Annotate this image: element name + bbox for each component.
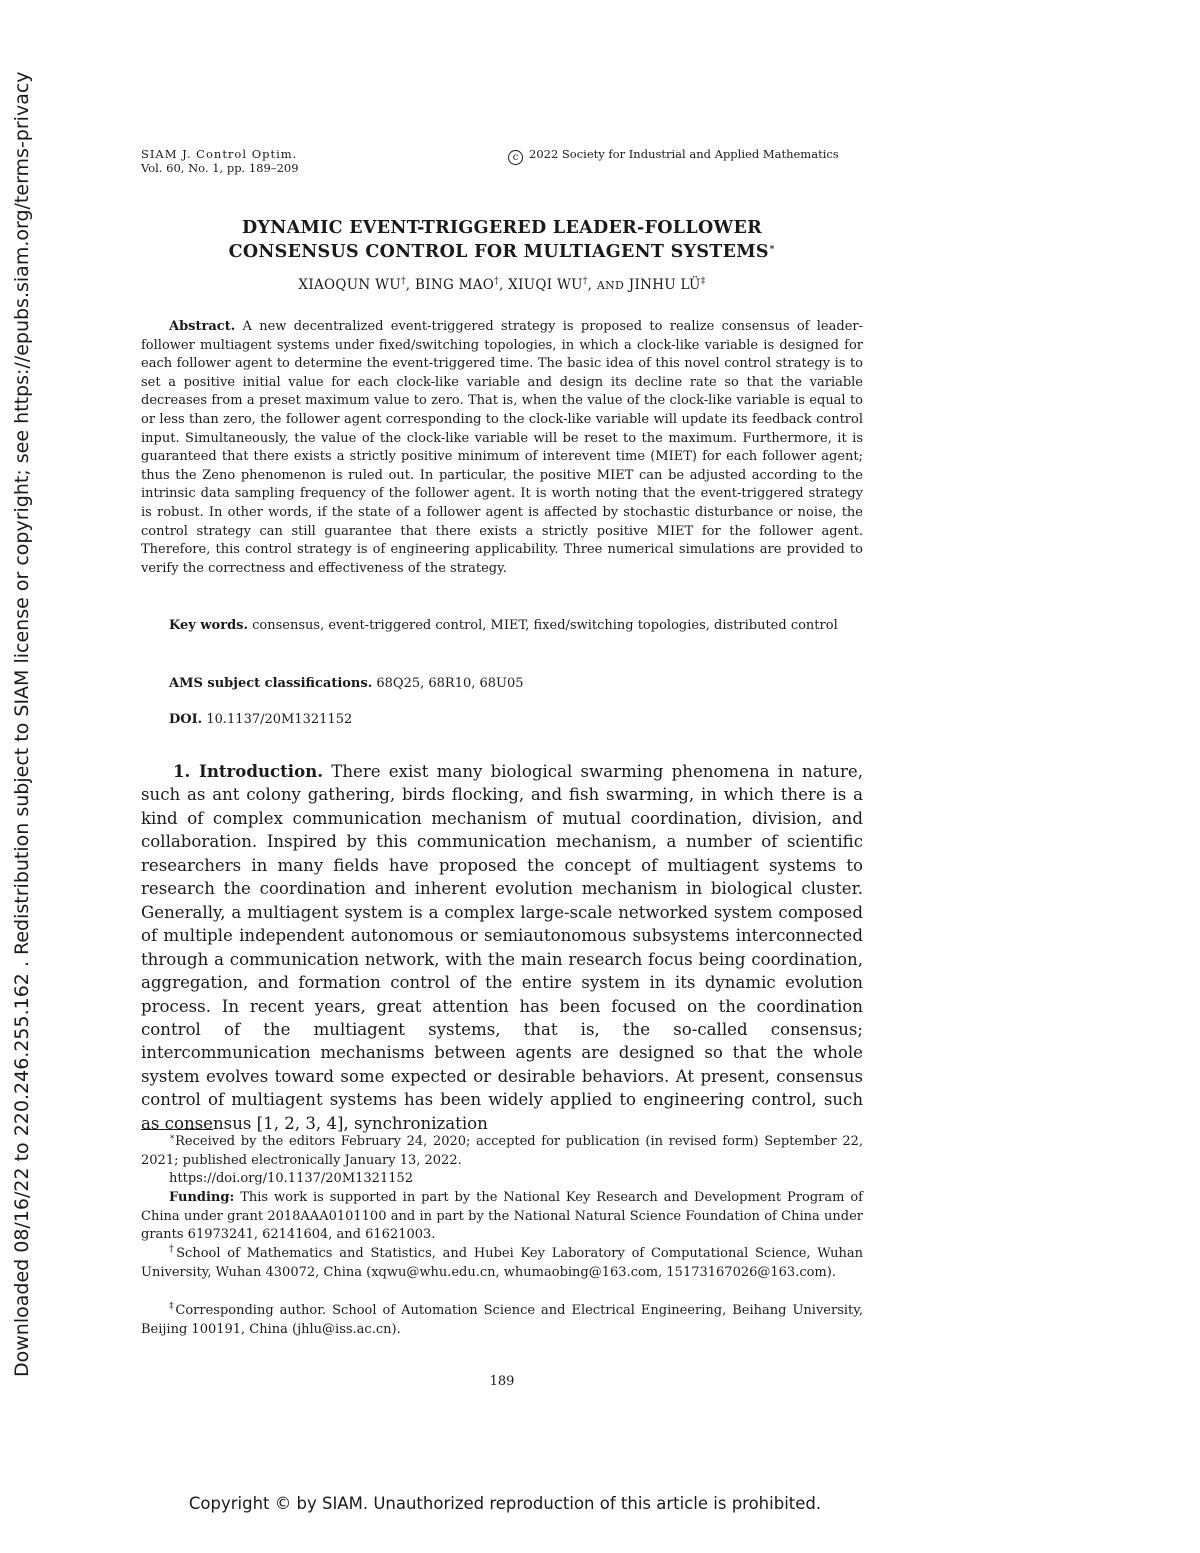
ams-text: 68Q25, 68R10, 68U05 bbox=[376, 676, 524, 691]
copyright-footer: Copyright © by SIAM. Unauthorized reproduction of this article is prohibited. bbox=[188, 1494, 822, 1513]
page-number: 189 bbox=[489, 1374, 515, 1389]
author-2: BING MAO bbox=[414, 277, 495, 293]
abstract bbox=[141, 318, 863, 578]
footnote-received: ∗Received by the editors February 24, 2020; accepted for publication (in revised form) September 22, 2021; published electronically January 13, 2022. bbox=[141, 1132, 863, 1168]
abstract-label: Abstract. bbox=[169, 319, 236, 334]
author-4-marker: ‡ bbox=[700, 276, 706, 287]
author-1-marker: † bbox=[400, 276, 406, 287]
ams-classifications bbox=[141, 675, 863, 694]
footnote-dagger-marker: † bbox=[169, 1244, 177, 1255]
journal-header bbox=[141, 147, 299, 175]
footnote-doi-url[interactable]: https://doi.org/10.1137/20M1321152 bbox=[169, 1171, 414, 1186]
journal-name: SIAM J. Control Optim. bbox=[141, 147, 298, 161]
doi bbox=[141, 711, 863, 730]
footnote-received-marker: ∗ bbox=[169, 1132, 176, 1143]
doi-label: DOI. bbox=[169, 712, 203, 727]
keywords-label: Key words. bbox=[169, 618, 249, 633]
keywords-text: consensus, event-triggered control, MIET, fixed/switching topologies, distributed control bbox=[252, 618, 838, 633]
ams-label: AMS subject classifications. bbox=[169, 676, 373, 691]
author-4: JINHU LÜ bbox=[624, 277, 701, 293]
footnote-affiliation-2: ‡Corresponding author. School of Automation Science and Electrical Engineering, Beihang University, Beijing 100191, China (jhlu@iss.ac.cn). bbox=[141, 1301, 864, 1337]
author-3: XIUQI WU bbox=[508, 277, 583, 293]
footnote-funding: Funding: This work is supported in part by the National Key Research and Development Program of China under grant 2018AAA0101100 and in part by the National Natural Science Foundation of China under grants 61973241, 62141604, and 61621003. bbox=[141, 1190, 863, 1243]
abstract-text: A new decentralized event-triggered strategy is proposed to realize consensus of leader-follower multiagent systems under fixed/switching topologies, in which a clock-like variable is designed for each follower agent to determine the event-triggered time. The basic idea of this novel control strategy is to set a positive initial value for each clock-like variable and design its decline rate so that the variable decreases from a preset maximum value to zero. That is, when the value of the clock-like variable is equal to or less than zero, the follower agent corresponding to the clock-like variable will update its feedback control input. Simultaneously, the value of the clock-like variable will be reset to the maximum. Furthermore, it is guaranteed that there exists a strictly positive minimum of interevent time (MIET) for each follower agent; thus the Zeno phenomenon is ruled out. In particular, the positive MIET can be adjusted according to the intrinsic data sampling frequency of the follower agent. It is worth noting that the event-triggered strategy is robust. In other words, if the state of a follower agent is affected by stochastic disturbance or noise, the control strategy can still guarantee that there exists a strictly positive MIET for the follower agent. Therefore, this control strategy is of engineering applicability. Three numerical simulations are provided to verify the correctness and effectiveness of the strategy. bbox=[141, 319, 863, 576]
funding-label: Funding: bbox=[169, 1190, 235, 1205]
paper-title bbox=[141, 216, 863, 264]
footnote-ddagger-marker: ‡ bbox=[169, 1301, 176, 1312]
title-line-2: CONSENSUS CONTROL FOR MULTIAGENT SYSTEMS bbox=[228, 242, 769, 262]
introduction-text: There exist many biological swarming phenomena in nature, such as ant colony gathering, birds flocking, and fish swarming, in which there is a kind of complex communication mechanism of mutual coordination, division, and collaboration. Inspired by this communication mechanism, a number of scientific researchers in many fields have proposed the concept of multiagent systems to research the coordination and inherent evolution mechanism in biological cluster. Generally, a multiagent system is a complex large-scale networked system composed of multiple independent autonomous or semiautonomous subsystems interconnected through a communication network, with the main research focus being coordination, aggregation, and formation control of the entire system in its dynamic evolution process. In recent years, great attention has been focused on the coordination control of the multiagent systems, that is, the so-called consensus; intercommunication mechanisms between agents are designed so that the whole system evolves toward some expected or desirable behaviors. At present, consensus control of multiagent systems has been widely applied to engineering control, such as consensus [1, 2, 3, 4], synchronization bbox=[141, 762, 863, 1133]
author-1: XIAOQUN WU bbox=[298, 277, 401, 293]
author-3-marker: † bbox=[582, 276, 588, 287]
doi-text: 10.1137/20M1321152 bbox=[206, 712, 353, 727]
title-footnote-marker: ∗ bbox=[768, 243, 776, 254]
journal-volume: Vol. 60, No. 1, pp. 189–209 bbox=[141, 161, 299, 175]
footnote-affiliation-1: †School of Mathematics and Statistics, and Hubei Key Laboratory of Computational Science, Wuhan University, Wuhan 430072, China (xqwu@whu.edu.cn, whumaobing@163.com, 15173167026@163.com). bbox=[141, 1244, 864, 1280]
author-and: AND bbox=[596, 279, 625, 292]
keywords bbox=[141, 617, 863, 636]
copyright-text: 2022 Society for Industrial and Applied Mathematics bbox=[529, 147, 839, 161]
section-heading: 1. Introduction. bbox=[173, 761, 324, 781]
copyright-icon: c bbox=[508, 150, 523, 165]
author-2-marker: † bbox=[494, 276, 499, 287]
copyright-header bbox=[508, 147, 839, 165]
footnote-rule bbox=[141, 1129, 213, 1130]
introduction-paragraph bbox=[141, 760, 863, 1135]
title-line-1: DYNAMIC EVENT-TRIGGERED LEADER-FOLLOWER bbox=[242, 218, 762, 238]
author-list: XIAOQUN WU†, BING MAO†, XIUQI WU†, AND JINHU LÜ‡ bbox=[298, 276, 706, 293]
download-notice: Downloaded 08/16/22 to 220.246.255.162 . Redistribution subject to SIAM license or copyright; see https://epubs.siam.org/terms-privacy bbox=[11, 71, 33, 1377]
